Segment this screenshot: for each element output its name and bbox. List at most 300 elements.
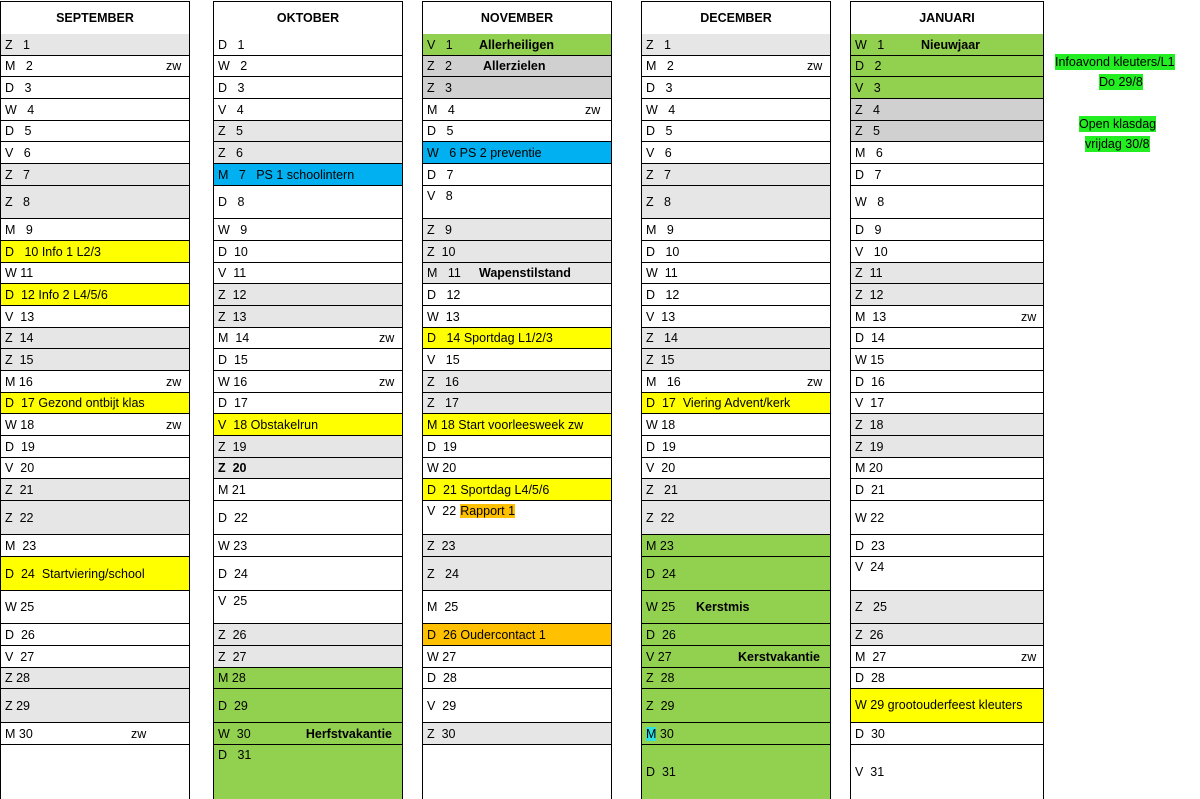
day-row <box>1 56 189 77</box>
day-label: D 3 <box>646 80 673 95</box>
day-row <box>851 164 1043 186</box>
day-row <box>851 121 1043 142</box>
zw-marker: zw <box>807 59 823 73</box>
day-label: D 5 <box>427 124 454 138</box>
day-row <box>851 479 1043 501</box>
day-label: V 8 <box>427 189 453 203</box>
day-row <box>214 99 402 121</box>
day-label: M 27 <box>855 649 887 664</box>
day-row <box>423 668 611 689</box>
day-row <box>642 77 830 99</box>
day-row <box>423 393 611 414</box>
day-label: D 10 <box>218 244 248 259</box>
day-label: D 14 <box>855 331 885 345</box>
day-label: V 6 <box>5 145 31 160</box>
day-row <box>1 624 189 646</box>
day-row <box>851 723 1043 745</box>
day-row <box>214 668 402 689</box>
day-row <box>423 328 611 349</box>
day-label: Z 28 <box>646 671 675 685</box>
day-row <box>851 689 1043 723</box>
day-label: D 15 <box>218 352 248 367</box>
day-label: D 26 <box>646 627 676 642</box>
day-row <box>1 241 189 263</box>
event-label: Wapenstilstand <box>479 266 571 280</box>
day-label: Z 3 <box>427 80 453 95</box>
day-label: D 7 <box>427 167 454 182</box>
day-label: D 23 <box>855 538 885 553</box>
day-row <box>214 479 402 501</box>
day-row <box>1 99 189 121</box>
event-label: Allerzielen <box>483 59 546 73</box>
day-label: V 6 <box>646 145 672 160</box>
day-label: Z 7 <box>5 167 31 182</box>
zw-marker: zw <box>807 374 823 389</box>
day-label: W 8 <box>855 195 885 209</box>
month-column-januari <box>850 1 1044 799</box>
day-row <box>423 284 611 306</box>
day-label: M 16 <box>5 374 33 389</box>
month-header: DECEMBER <box>642 2 830 35</box>
day-row <box>214 458 402 479</box>
day-label: V 24 <box>855 560 885 574</box>
day-row <box>851 263 1043 284</box>
day-label: W 29 grootouderfeest kleuters <box>855 698 1023 712</box>
day-label: Z 14 <box>5 331 34 345</box>
day-label: W 13 <box>427 309 460 324</box>
event-label: Allerheiligen <box>479 37 555 52</box>
day-label: D 31 <box>646 765 676 779</box>
day-label: M 2 <box>646 59 674 73</box>
day-label: M 14 <box>218 331 250 345</box>
day-row <box>851 77 1043 99</box>
day-row <box>851 186 1043 219</box>
day-row <box>1 34 189 56</box>
day-row <box>214 186 402 219</box>
day-label: V 10 <box>855 244 888 259</box>
day-row <box>214 501 402 535</box>
day-label: M 20 <box>855 461 883 475</box>
day-label: M 4 <box>427 102 455 117</box>
day-row <box>642 56 830 77</box>
day-label: D 22 <box>218 510 248 525</box>
day-label: Z 29 <box>646 698 675 713</box>
day-label: V 20 <box>646 461 676 475</box>
day-row <box>642 393 830 414</box>
day-label: Z 19 <box>855 439 884 454</box>
day-row <box>1 479 189 501</box>
day-label: W 27 <box>427 649 457 664</box>
day-row <box>642 164 830 186</box>
day-row <box>1 668 189 689</box>
day-label: W 6 PS 2 preventie <box>427 145 542 160</box>
day-label: D 24 <box>646 566 676 581</box>
day-label: V 27 <box>5 649 35 664</box>
day-row <box>642 414 830 436</box>
day-label: Z 21 <box>646 482 678 497</box>
day-row <box>423 745 611 799</box>
day-row <box>423 306 611 328</box>
day-label: M 30 <box>5 726 33 741</box>
day-label: V 17 <box>855 396 885 410</box>
day-label: Z 11 <box>855 266 883 280</box>
day-label: Z 26 <box>855 627 884 642</box>
day-row <box>1 458 189 479</box>
day-label: Z 22 <box>5 510 34 525</box>
zw-marker: zw <box>166 417 182 432</box>
day-label: M 23 <box>646 538 674 553</box>
day-label: Z 17 <box>427 396 459 410</box>
day-label: M 16 <box>646 374 681 389</box>
day-row <box>642 668 830 689</box>
day-row <box>851 219 1043 241</box>
day-label: Z 29 <box>5 698 31 713</box>
day-row <box>1 745 189 799</box>
infoavond-note-line1: Infoavond kleuters/L1 <box>1055 55 1175 69</box>
day-label: D 29 <box>218 698 248 713</box>
day-label: Z 7 <box>646 167 672 182</box>
day-row <box>642 646 830 668</box>
day-row <box>214 557 402 591</box>
day-label: Z 28 <box>5 671 31 685</box>
day-row <box>851 328 1043 349</box>
day-row <box>423 557 611 591</box>
day-label: Z 30 <box>427 726 456 741</box>
day-row <box>1 557 189 591</box>
day-label: D 28 <box>855 671 885 685</box>
day-row <box>851 34 1043 56</box>
day-row <box>851 56 1043 77</box>
day-label: D 19 <box>5 439 35 454</box>
day-row <box>1 414 189 436</box>
day-label: M 9 <box>5 222 33 237</box>
day-label: Z 16 <box>427 374 459 389</box>
day-label: D 26 <box>5 627 35 642</box>
day-row <box>1 689 189 723</box>
day-label: M 21 <box>218 482 246 497</box>
day-label: V 13 <box>5 309 35 324</box>
day-row <box>642 624 830 646</box>
day-label: V 25 <box>218 594 248 608</box>
day-label: W 25 <box>646 600 676 614</box>
day-label: D 10 <box>646 244 680 259</box>
day-label: W 18 <box>646 417 676 432</box>
day-row <box>1 436 189 458</box>
day-row <box>423 723 611 745</box>
day-row <box>423 241 611 263</box>
day-label: Z 8 <box>5 195 31 209</box>
day-label: Z 5 <box>855 124 881 138</box>
day-label: M 28 <box>218 671 246 685</box>
day-row <box>642 99 830 121</box>
day-label: V 27 <box>646 649 672 664</box>
day-row <box>642 501 830 535</box>
day-row <box>851 349 1043 371</box>
event-label: Kerstmis <box>696 600 750 614</box>
day-label: V 22 <box>427 504 457 518</box>
day-row <box>1 219 189 241</box>
day-label: D 17 Viering Advent/kerk <box>646 396 791 410</box>
day-label: Z 22 <box>646 510 675 525</box>
day-label: W 16 <box>218 374 248 389</box>
day-row <box>1 142 189 164</box>
event-label: Herfstvakantie <box>305 726 392 741</box>
day-row <box>214 77 402 99</box>
day-row <box>642 219 830 241</box>
day-label: Z 21 <box>5 482 34 497</box>
day-row <box>1 186 189 219</box>
day-row <box>1 263 189 284</box>
day-label: Z 1 <box>5 37 31 52</box>
day-label: D 24 <box>218 566 248 581</box>
day-label: V 4 <box>218 102 244 117</box>
day-row <box>214 745 402 799</box>
day-label: Z 26 <box>218 627 247 642</box>
day-label: D 17 Gezond ontbijt klas <box>5 396 145 410</box>
day-row <box>1 164 189 186</box>
day-row <box>642 241 830 263</box>
day-label: V 13 <box>646 309 676 324</box>
day-label: D 8 <box>218 195 245 209</box>
day-row <box>423 591 611 624</box>
day-row <box>214 328 402 349</box>
day-row <box>642 535 830 557</box>
day-row <box>1 328 189 349</box>
day-row <box>1 501 189 535</box>
day-row <box>642 689 830 723</box>
event-label: Kerstvakantie <box>738 649 820 664</box>
month-header: SEPTEMBER <box>1 2 189 35</box>
day-row <box>851 393 1043 414</box>
day-row <box>1 535 189 557</box>
day-label: D 21 <box>855 482 885 497</box>
day-row <box>1 646 189 668</box>
day-row <box>1 349 189 371</box>
day-label: D 19 <box>427 439 457 454</box>
day-row <box>214 393 402 414</box>
day-label: Z 12 <box>218 287 247 302</box>
day-label: W 18 <box>5 417 35 432</box>
zw-marker: zw <box>379 374 395 389</box>
day-label: W 30 <box>218 726 251 741</box>
day-label: Z 12 <box>855 287 884 302</box>
day-row <box>214 241 402 263</box>
day-row <box>642 349 830 371</box>
day-label: D 19 <box>646 439 676 454</box>
day-label: D 1 <box>218 37 245 52</box>
day-label: W 1 <box>855 37 885 52</box>
day-row <box>423 689 611 723</box>
day-label: Z 1 <box>646 37 672 52</box>
day-row <box>851 142 1043 164</box>
day-label: W 4 <box>5 102 35 117</box>
day-label: W 25 <box>5 600 35 614</box>
day-label: M 11 <box>427 266 461 280</box>
day-row <box>423 34 611 56</box>
day-row <box>642 371 830 393</box>
day-row <box>851 414 1043 436</box>
day-row <box>642 557 830 591</box>
day-label: D 17 <box>218 396 248 410</box>
day-row <box>642 263 830 284</box>
day-row <box>423 142 611 164</box>
day-label: W 4 <box>646 102 676 117</box>
zw-marker: zw <box>1021 309 1037 324</box>
day-row <box>851 458 1043 479</box>
day-label: M 7 PS 1 schoolintern <box>218 167 355 182</box>
day-row <box>642 436 830 458</box>
day-row <box>423 263 611 284</box>
day-row <box>642 591 830 624</box>
day-label: D 7 <box>855 167 882 182</box>
day-label: W 22 <box>855 510 885 525</box>
open-klasdag-note-line1: Open klasdag <box>1079 117 1157 131</box>
day-row <box>851 501 1043 535</box>
day-row <box>851 624 1043 646</box>
day-letter-highlight: M <box>646 726 657 741</box>
day-label: D 31 <box>218 748 252 762</box>
day-row <box>642 723 830 745</box>
day-row <box>423 646 611 668</box>
day-row <box>214 371 402 393</box>
day-label: M 9 <box>646 222 674 237</box>
zw-marker: zw <box>131 726 147 741</box>
day-label: Z 13 <box>218 309 247 324</box>
day-label: M 6 <box>855 145 883 160</box>
day-row <box>851 371 1043 393</box>
day-label: D 28 <box>427 671 457 685</box>
month-column-december <box>641 1 831 799</box>
day-label: Z 20 <box>218 461 247 475</box>
day-row <box>214 219 402 241</box>
day-label: Z 10 <box>427 244 456 259</box>
day-row <box>851 436 1043 458</box>
day-label: Z 2 <box>427 59 453 73</box>
day-label: Z 15 <box>646 352 675 367</box>
day-row <box>1 393 189 414</box>
month-header: OKTOBER <box>214 2 402 35</box>
zw-marker: zw <box>1021 649 1037 664</box>
day-row <box>214 689 402 723</box>
day-label: V 11 <box>218 266 247 280</box>
day-label: D 12 <box>646 287 680 302</box>
day-label: V 29 <box>427 698 457 713</box>
day-row <box>851 668 1043 689</box>
day-row <box>423 436 611 458</box>
day-label: M 18 Start voorleesweek zw <box>427 417 584 432</box>
day-label: D 30 <box>855 726 885 741</box>
month-column-oktober <box>213 1 403 799</box>
day-row <box>214 591 402 624</box>
day-row <box>1 121 189 142</box>
day-row <box>423 99 611 121</box>
day-row <box>642 745 830 799</box>
day-row <box>214 56 402 77</box>
day-label: V 20 <box>5 461 35 475</box>
zw-marker: zw <box>379 331 395 345</box>
day-row <box>214 284 402 306</box>
day-row <box>851 306 1043 328</box>
day-row <box>642 328 830 349</box>
day-label: D 3 <box>5 80 32 95</box>
day-label: Z 25 <box>855 600 887 614</box>
day-label: D 12 <box>427 287 461 302</box>
zw-marker: zw <box>585 102 601 117</box>
day-label: D 10 Info 1 L2/3 <box>5 244 101 259</box>
day-label: M 25 <box>427 600 459 614</box>
day-label: Z 23 <box>427 538 456 553</box>
day-label: Z 18 <box>855 417 884 432</box>
day-label: V 1 <box>427 37 453 52</box>
day-label: D 26 Oudercontact 1 <box>427 627 546 642</box>
day-label: Z 14 <box>646 331 678 345</box>
day-row <box>214 34 402 56</box>
day-label: W 11 <box>646 266 678 280</box>
day-row <box>642 479 830 501</box>
day-row <box>851 591 1043 624</box>
day-row <box>642 186 830 219</box>
day-row <box>851 535 1043 557</box>
day-label: W 23 <box>218 538 248 553</box>
day-label: D 16 <box>855 374 885 389</box>
day-row <box>642 284 830 306</box>
day-label: D 21 Sportdag L4/5/6 <box>427 482 550 497</box>
day-row <box>214 436 402 458</box>
day-label: M 2 <box>5 59 33 73</box>
day-row <box>423 56 611 77</box>
day-row <box>214 142 402 164</box>
day-row <box>423 371 611 393</box>
infoavond-note-line2: Do 29/8 <box>1099 75 1143 89</box>
day-row <box>1 723 189 745</box>
day-row <box>214 306 402 328</box>
day-label: W 2 <box>218 59 248 73</box>
day-row <box>851 99 1043 121</box>
day-label: V 15 <box>427 352 460 367</box>
month-column-september <box>0 1 190 799</box>
day-row <box>423 479 611 501</box>
day-label: Z 4 <box>855 102 881 117</box>
day-row <box>423 219 611 241</box>
day-row <box>851 557 1043 591</box>
day-row <box>214 349 402 371</box>
day-row <box>423 186 611 219</box>
day-row <box>642 34 830 56</box>
day-row <box>214 164 402 186</box>
day-label: D 2 <box>855 59 882 73</box>
day-label: Z 15 <box>5 352 34 367</box>
day-label: M 13 <box>855 309 887 324</box>
day-row <box>423 349 611 371</box>
day-row <box>851 284 1043 306</box>
day-row <box>423 535 611 557</box>
month-header: NOVEMBER <box>423 2 611 35</box>
day-number: 30 <box>656 726 674 741</box>
day-row <box>1 306 189 328</box>
day-row <box>214 414 402 436</box>
day-row <box>214 723 402 745</box>
day-row <box>1 591 189 624</box>
day-label: D 9 <box>855 222 882 237</box>
day-row <box>423 501 611 535</box>
day-row <box>423 77 611 99</box>
day-label: W 11 <box>5 266 34 280</box>
month-column-november <box>422 1 612 799</box>
day-label: D 24 Startviering/school <box>5 566 145 581</box>
day-row <box>423 414 611 436</box>
day-label: Z 24 <box>427 566 459 581</box>
day-label: D 14 Sportdag L1/2/3 <box>427 331 553 345</box>
